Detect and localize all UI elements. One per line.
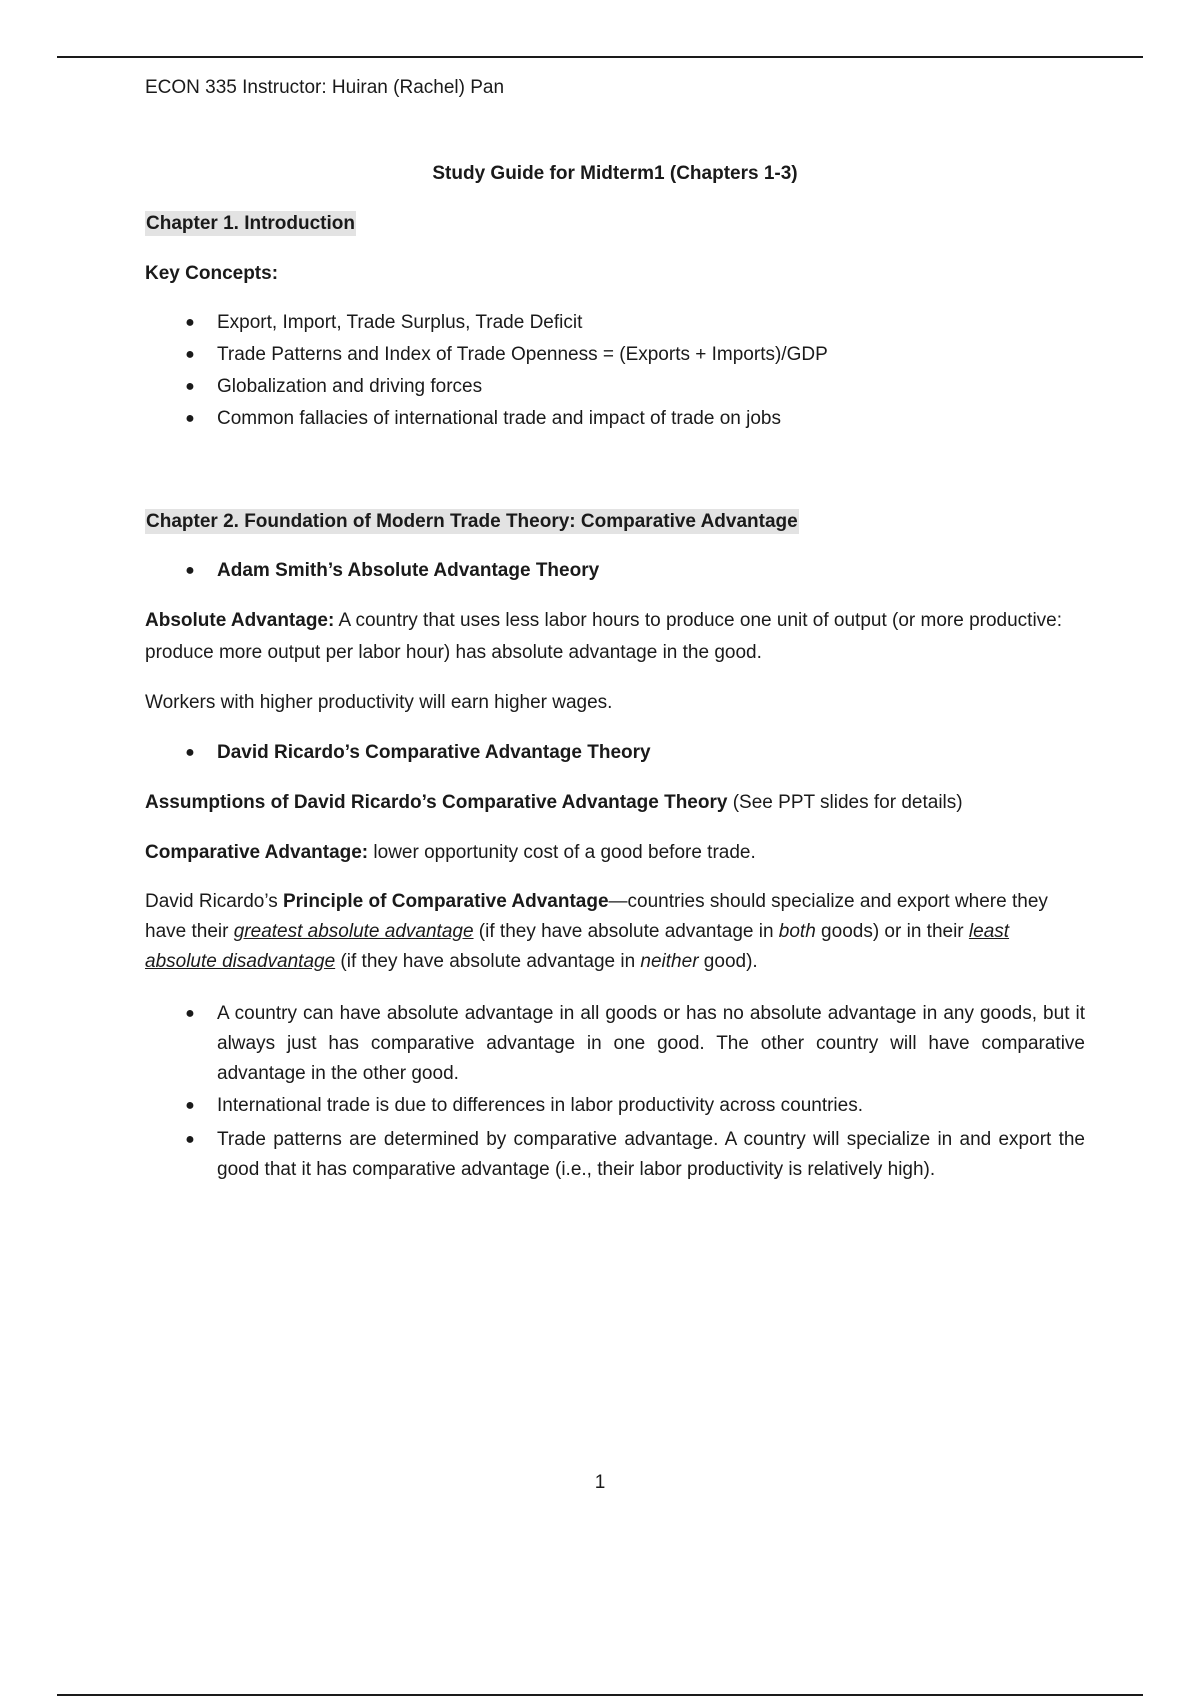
principle-text-2: —countries should specialize and export where they have their [145, 891, 1048, 942]
bullet-icon: ● [185, 1097, 195, 1114]
ricardo-bullet-list [145, 737, 1085, 769]
list-item [145, 371, 1085, 403]
list-item-text: Trade patterns are determined by comparative advantage. A country will specialize in and export the good that it has comparative advantage (i.e., their labor productivity is relatively high). [217, 1129, 1085, 1180]
chapter1-heading [145, 209, 1085, 239]
principle-paragraph [145, 887, 1085, 977]
greatest-advantage-emphasis: greatest absolute advantage [233, 921, 474, 942]
comparative-advantage-definition [145, 837, 1085, 869]
both-emphasis: both [778, 921, 816, 942]
comparative-advantage-label: Comparative Advantage: [145, 842, 369, 863]
list-item [145, 339, 1085, 371]
bullet-icon: ● [185, 744, 195, 761]
neither-emphasis: neither [640, 951, 699, 972]
page-content [145, 73, 1085, 1185]
absolute-advantage-definition [145, 605, 1085, 669]
page-number: 1 [594, 1472, 606, 1493]
bullet-icon: ● [185, 346, 195, 363]
principle-text-3: (if they have absolute advantage in [473, 921, 779, 942]
principle-name: Principle of Comparative Advantage [282, 891, 609, 912]
list-item-text: Common fallacies of international trade and impact of trade on jobs [217, 408, 781, 429]
assumptions-text: (See PPT slides for details) [727, 792, 963, 813]
chapter2-heading [145, 507, 1085, 537]
page-title: Study Guide for Midterm1 (Chapters 1-3) [432, 163, 798, 184]
list-item [145, 403, 1085, 435]
list-item-text: Export, Import, Trade Surplus, Trade Deficit [217, 312, 583, 333]
bullet-icon: ● [185, 1005, 195, 1022]
list-item-text: A country can have absolute advantage in all goods or has no absolute advantage in any goods, but it always just has comparative advantage in one good. The other country will have comparative advantage in the other good. [217, 1003, 1085, 1084]
top-rule [57, 56, 1143, 58]
bullet-icon: ● [185, 1131, 195, 1148]
chapter2-heading-text: Chapter 2. Foundation of Modern Trade Theory: Comparative Advantage [146, 511, 798, 532]
assumptions-statement [145, 787, 1085, 819]
principle-text-5: (if they have absolute advantage in [335, 951, 641, 972]
principle-text-4: goods) or in their [815, 921, 969, 942]
key-concepts-label: Key Concepts: [145, 263, 279, 284]
absolute-advantage-label: Absolute Advantage: [145, 610, 335, 631]
comparative-advantage-list [145, 999, 1085, 1185]
course-header: ECON 335 Instructor: Huiran (Rachel) Pan [145, 77, 505, 98]
list-item-text: Trade Patterns and Index of Trade Openness = (Exports + Imports)/GDP [217, 344, 828, 365]
bottom-rule [57, 1694, 1143, 1696]
smith-theory-label: Adam Smith’s Absolute Advantage Theory [217, 560, 600, 581]
bullet-icon: ● [185, 410, 195, 427]
list-item [145, 999, 1085, 1089]
list-item [145, 1091, 1085, 1123]
bullet-icon: ● [185, 314, 195, 331]
list-item [145, 737, 1085, 769]
list-item [145, 1125, 1085, 1185]
ricardo-theory-label: David Ricardo’s Comparative Advantage Theory [217, 742, 651, 763]
bullet-icon: ● [185, 378, 195, 395]
assumptions-label: Assumptions of David Ricardo’s Comparative Advantage Theory [145, 792, 728, 813]
chapter1-concepts-list [145, 307, 1085, 435]
wages-statement: Workers with higher productivity will earn higher wages. [145, 692, 613, 713]
list-item-text: International trade is due to differences in labor productivity across countries. [217, 1095, 863, 1116]
list-item-text: Globalization and driving forces [217, 376, 483, 397]
bullet-icon: ● [185, 562, 195, 579]
list-item [145, 555, 1085, 587]
least-disadvantage-emphasis: least absolute disadvantage [145, 921, 1010, 972]
list-item [145, 307, 1085, 339]
absolute-advantage-text: A country that uses less labor hours to produce one unit of output (or more productive: produce more output per labor hour) has absolute advantage in the good. [145, 610, 1063, 663]
chapter1-heading-text: Chapter 1. Introduction [146, 213, 355, 234]
principle-text-6: good). [698, 951, 758, 972]
comparative-advantage-text: lower opportunity cost of a good before trade. [368, 842, 756, 863]
smith-bullet-list [145, 555, 1085, 587]
principle-text-1: David Ricardo’s [145, 891, 283, 912]
